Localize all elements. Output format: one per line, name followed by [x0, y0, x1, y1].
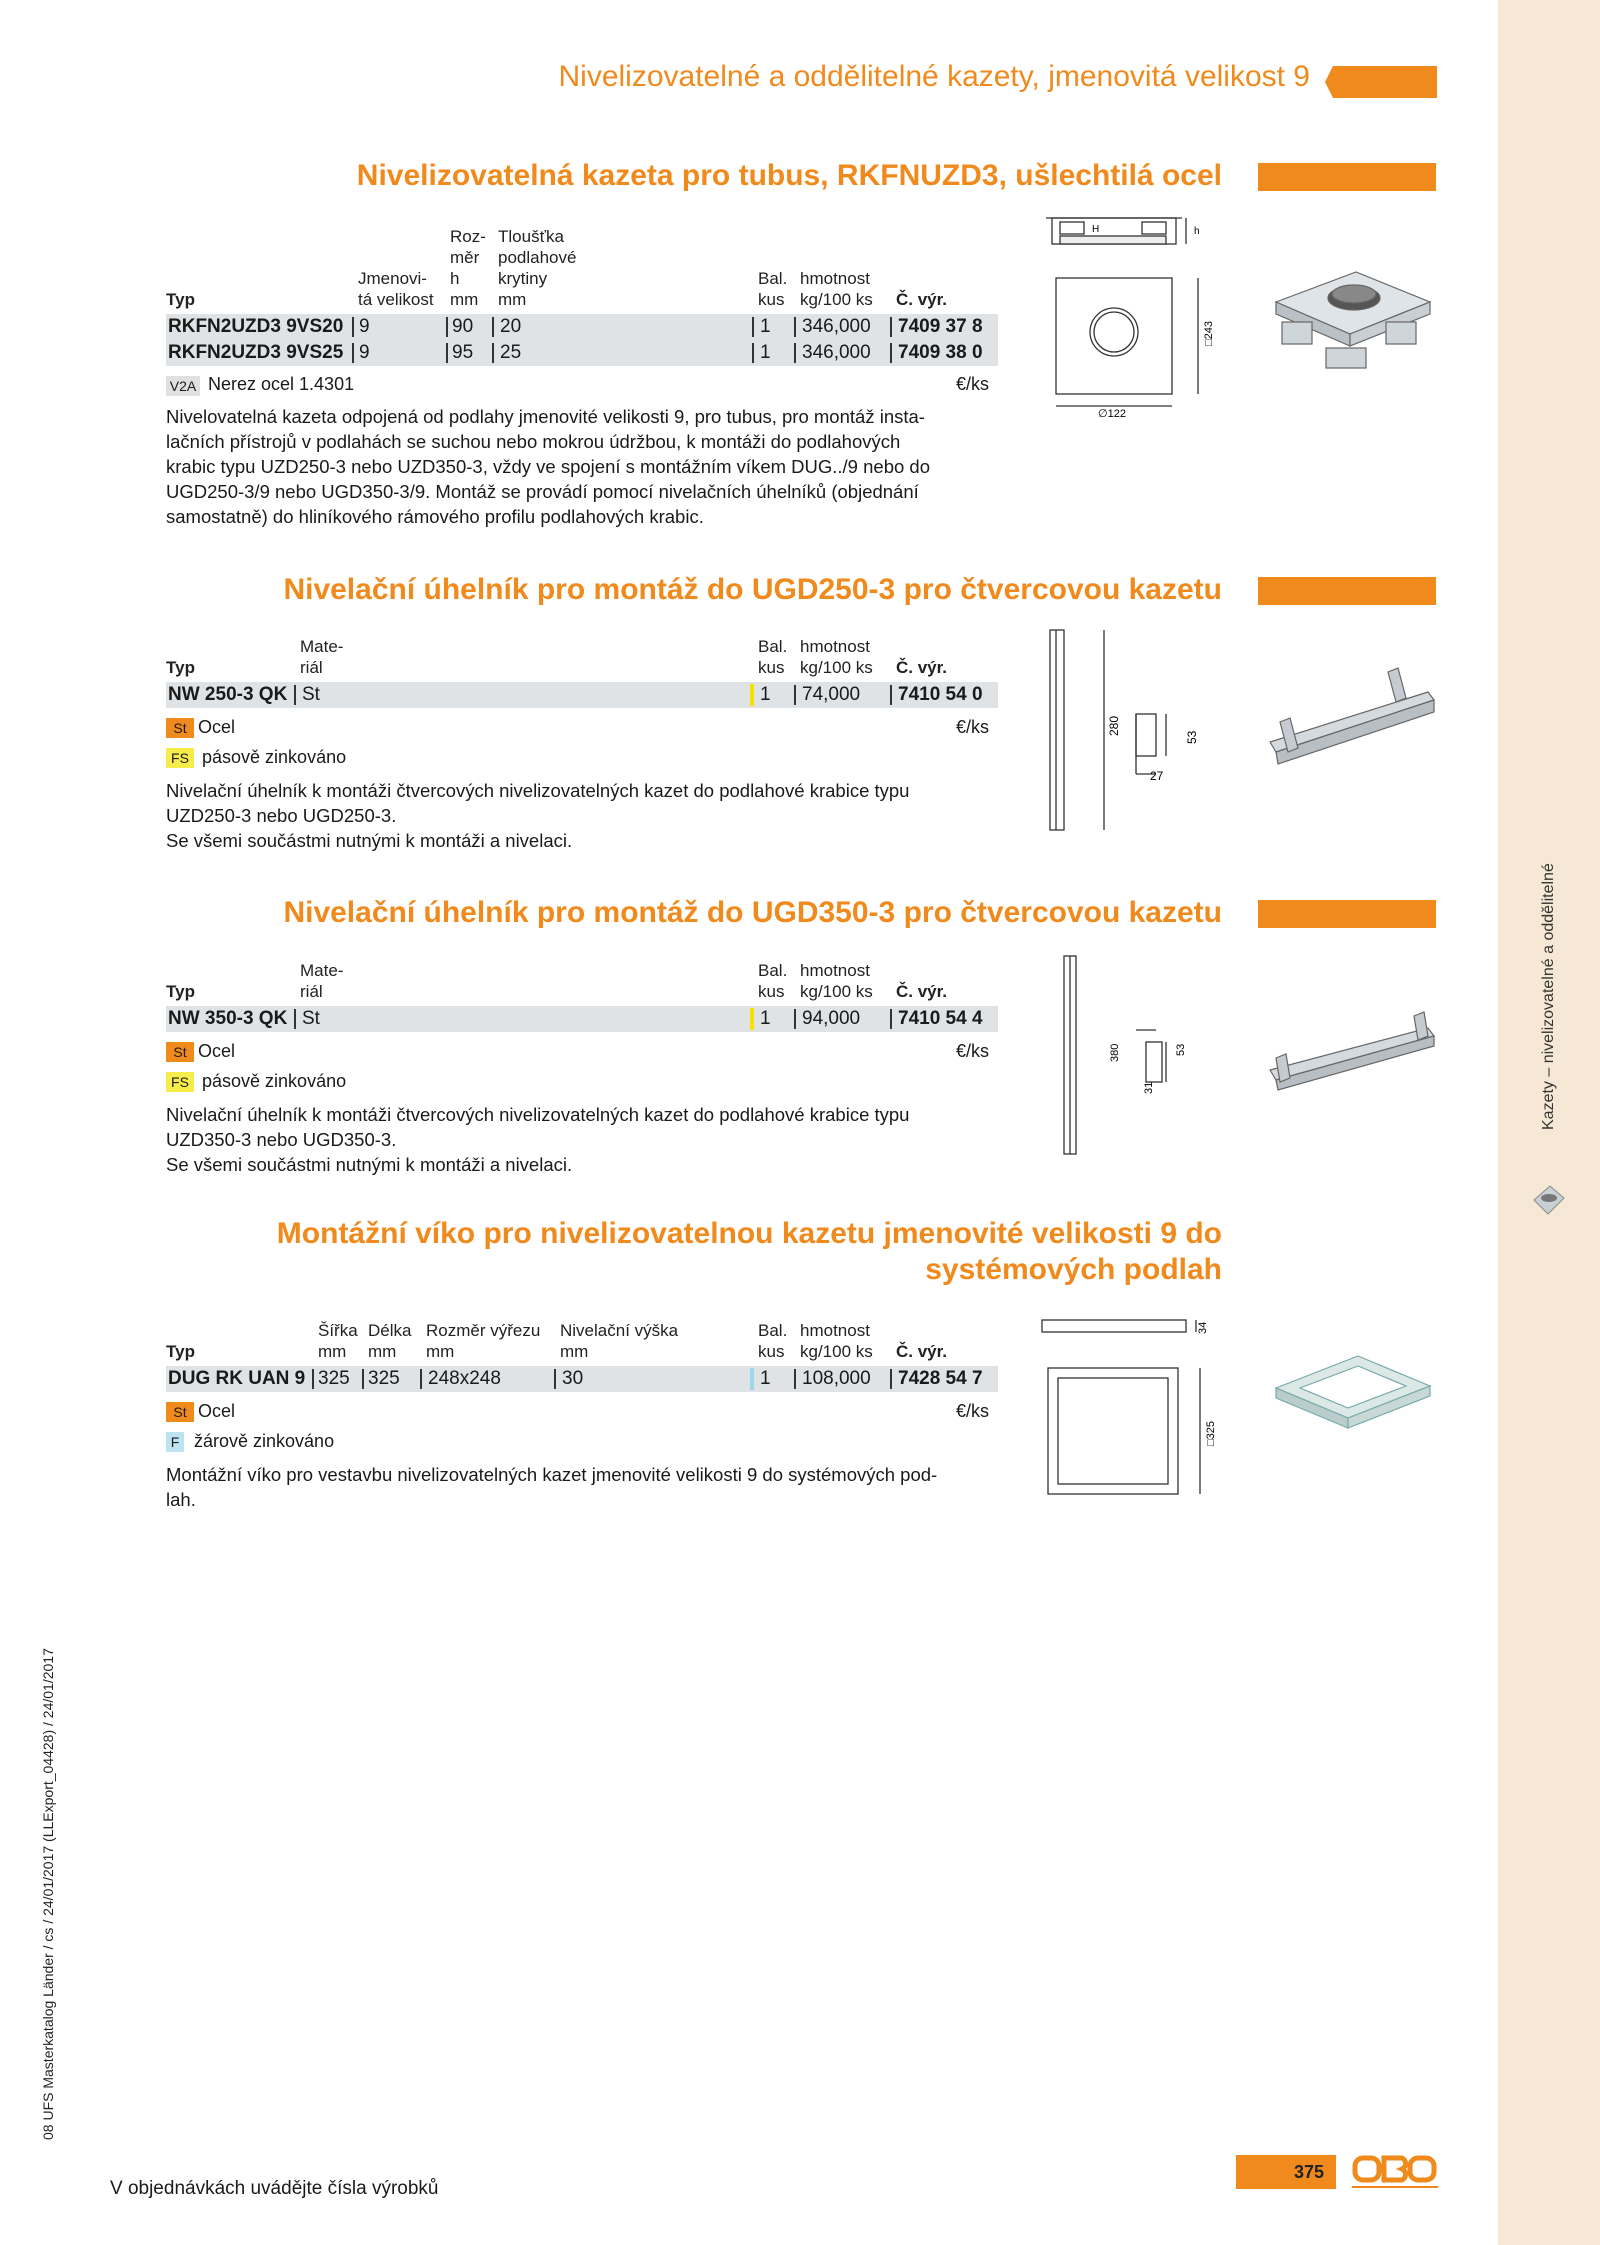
col-hmotnost: hmotnost kg/100 ks [800, 1321, 873, 1361]
material-badge-st: St [166, 718, 194, 738]
material-text: Ocel [198, 1041, 236, 1061]
material-text: Ocel [198, 717, 236, 737]
cell-cvyr: 7409 37 8 [898, 316, 983, 337]
section-3-title: Nivelační úhelník pro montáž do UGD350-3 pro čtvercovou kazetu [283, 896, 1222, 929]
cell-cvyr: 7428 54 7 [898, 1368, 983, 1389]
section-1-tab [1258, 163, 1436, 191]
material-badge-st: St [166, 1402, 194, 1422]
footer-note: V objednávkách uvádějte čísla výrobků [110, 2178, 439, 2199]
col-typ: Typ [166, 1342, 195, 1361]
col-bal: Bal. kus [758, 961, 788, 1001]
section-3-description: Nivelační úhelník k montáži čtvercových nivelizovatelných kazet do podlahové krabice typu UZD350-3 nebo UGD350-3. Se všemi součástmi nutnými k montáži a nivelaci. [166, 1104, 910, 1175]
cell-rozmer-vyrezu: 248x248 [428, 1368, 501, 1389]
section-1-description: Nivelovatelná kazeta odpojená od podlahy jmenovité velikosti 9, pro tubus, pro montáž insta- lačních přístrojů v podlahách se suchou nebo mokrou údržbou, k montáži do podlahových krabic typu UZD250-3 nebo UZD350-3, vždy ve spojení s montážním víkem DUG../9 nebo do UGD250-3/9 nebo UGD350-3/9. Montáž se provádí pomocí nivelačních úhelníků (objednání samostatně) do hliníkového rámového profilu podlahových krabic. [166, 406, 930, 527]
table-row[interactable] [166, 314, 998, 340]
svg-text:53: 53 [1175, 1043, 1187, 1056]
table-row[interactable] [166, 1366, 998, 1392]
catalog-meta-label: 08 UFS Masterkatalog Länder / cs / 24/01/2017 (LLExport_04428) / 24/01/2017 [40, 1648, 56, 2140]
col-bal: Bal. kus [758, 637, 788, 677]
header-tab-marker [1325, 66, 1437, 98]
col-hmotnost: hmotnost kg/100 ks [800, 961, 873, 1001]
svg-text:□325: □325 [1205, 1421, 1217, 1446]
cell-material: St [302, 684, 320, 705]
cell-delka: 325 [368, 1368, 400, 1389]
svg-text:□243: □243 [1203, 321, 1215, 346]
page-header-title: Nivelizovatelné a oddělitelné kazety, jmenovitá velikost 9 [558, 60, 1310, 93]
col-material: Mate- riál [300, 637, 344, 677]
technical-drawing-angle-250 [1036, 624, 1222, 838]
finish-badge-fs: FS [166, 1072, 194, 1092]
finish-badge-f: F [166, 1432, 184, 1452]
col-nivelacni-vyska: Nivelační výška mm [560, 1321, 679, 1361]
cell-typ: NW 350-3 QK [168, 1008, 288, 1029]
col-material: Mate- riál [300, 961, 344, 1001]
product-image-cassette [1266, 262, 1436, 380]
finish-text: pásově zinkováno [202, 747, 347, 767]
cell-typ: DUG RK UAN 9 [168, 1368, 306, 1389]
product-image-angle-250 [1268, 662, 1438, 772]
cell-typ: RKFN2UZD3 9VS25 [168, 342, 344, 363]
col-jmenovita: Jmenovi- tá velikost [358, 269, 434, 309]
cell-cvyr: 7410 54 4 [898, 1008, 983, 1029]
col-cvyr: Č. výr. [896, 1342, 948, 1361]
cell-bal: 1 [760, 684, 771, 705]
finish-badge-fs: FS [166, 748, 194, 768]
cell-h: 90 [452, 316, 474, 337]
col-delka: Délka mm [368, 1321, 412, 1361]
cell-h: 95 [452, 342, 474, 363]
section-2-title: Nivelační úhelník pro montáž do UGD250-3 pro čtvercovou kazetu [283, 573, 1222, 606]
svg-text:27: 27 [1150, 769, 1164, 783]
cell-bal: 1 [760, 1008, 771, 1029]
svg-text:34: 34 [1197, 1321, 1209, 1334]
product-image-lid [1270, 1344, 1436, 1454]
col-hmotnost: hmotnost kg/100 ks [800, 269, 873, 309]
cell-material: St [302, 1008, 320, 1029]
col-typ: Typ [166, 658, 195, 677]
price-unit: €/ks [956, 1401, 990, 1421]
section-4-title: Montážní víko pro nivelizovatelnou kazetu jmenovité velikosti 9 do systémových podlah [276, 1217, 1222, 1286]
category-icon [1530, 1180, 1566, 1220]
svg-text:380: 380 [1109, 1043, 1121, 1062]
finish-text: žárově zinkováno [194, 1431, 335, 1451]
cell-velikost: 9 [359, 342, 370, 363]
cell-bal: 1 [760, 316, 771, 337]
section-2-tab [1258, 577, 1436, 605]
price-unit: €/ks [956, 1041, 990, 1061]
side-label: Kazety – nivelizovatelné a oddělitelné [1540, 863, 1557, 1130]
svg-text:280: 280 [1107, 715, 1121, 736]
col-cvyr: Č. výr. [896, 982, 948, 1001]
section-1-title: Nivelizovatelná kazeta pro tubus, RKFNUZD3, ušlechtilá ocel [356, 159, 1222, 192]
cell-bal: 1 [760, 342, 771, 363]
cell-cvyr: 7409 38 0 [898, 342, 983, 363]
svg-text:∅122: ∅122 [1098, 408, 1126, 418]
cell-nivelacni-vyska: 30 [562, 1368, 584, 1389]
cell-tloustka: 25 [500, 342, 522, 363]
material-badge-st: St [166, 1042, 194, 1062]
finish-text: pásově zinkováno [202, 1071, 347, 1091]
col-sirka: Šířka mm [318, 1321, 358, 1361]
cell-hmotnost: 74,000 [802, 684, 861, 705]
svg-text:53: 53 [1185, 730, 1199, 744]
col-rozmer-vyrezu: Rozměr výřezu mm [426, 1321, 541, 1361]
product-image-angle-350 [1268, 1008, 1438, 1098]
cell-tloustka: 20 [500, 316, 522, 337]
obo-logo [1352, 2152, 1438, 2190]
col-typ: Typ [166, 290, 195, 309]
table-row[interactable] [166, 682, 998, 708]
col-rozmer: Roz- měr h mm [450, 227, 486, 309]
col-cvyr: Č. výr. [896, 290, 948, 309]
table-row[interactable] [166, 340, 998, 366]
col-hmotnost: hmotnost kg/100 ks [800, 637, 873, 677]
price-unit: €/ks [956, 374, 990, 394]
cell-sirka: 325 [318, 1368, 350, 1389]
technical-drawing-cassette [1046, 206, 1218, 418]
cell-bal: 1 [760, 1368, 771, 1389]
col-tloustka: Tloušťka podlahové krytiny mm [498, 227, 577, 309]
material-text: Ocel [198, 1401, 236, 1421]
technical-drawing-angle-350 [1036, 950, 1222, 1164]
table-row[interactable] [166, 1006, 998, 1032]
section-3-tab [1258, 900, 1436, 928]
svg-text:H: H [1092, 224, 1100, 235]
price-unit: €/ks [956, 717, 990, 737]
cell-typ: RKFN2UZD3 9VS20 [168, 316, 344, 337]
cell-cvyr: 7410 54 0 [898, 684, 983, 705]
cell-hmotnost: 94,000 [802, 1008, 861, 1029]
col-cvyr: Č. výr. [896, 658, 948, 677]
page-number: 375 [1236, 2155, 1336, 2189]
col-bal: Bal. kus [758, 1321, 788, 1361]
section-4-description: Montážní víko pro vestavbu nivelizovatelných kazet jmenovité velikosti 9 do systémových pod- lah. [166, 1464, 938, 1510]
cell-hmotnost: 346,000 [802, 316, 871, 337]
svg-text:31: 31 [1143, 1081, 1155, 1094]
col-bal: Bal. kus [758, 269, 788, 309]
cell-velikost: 9 [359, 316, 370, 337]
cell-hmotnost: 108,000 [802, 1368, 871, 1389]
cell-typ: NW 250-3 QK [168, 684, 288, 705]
col-typ: Typ [166, 982, 195, 1001]
material-text: Nerez ocel 1.4301 [208, 374, 355, 394]
svg-text:h: h [1194, 226, 1200, 237]
material-badge-v2a: V2A [166, 376, 200, 396]
cell-hmotnost: 346,000 [802, 342, 871, 363]
technical-drawing-lid [1036, 1314, 1226, 1504]
section-2-description: Nivelační úhelník k montáži čtvercových nivelizovatelných kazet do podlahové krabice typu UZD250-3 nebo UGD250-3. Se všemi součástmi nutnými k montáži a nivelaci. [166, 780, 910, 851]
